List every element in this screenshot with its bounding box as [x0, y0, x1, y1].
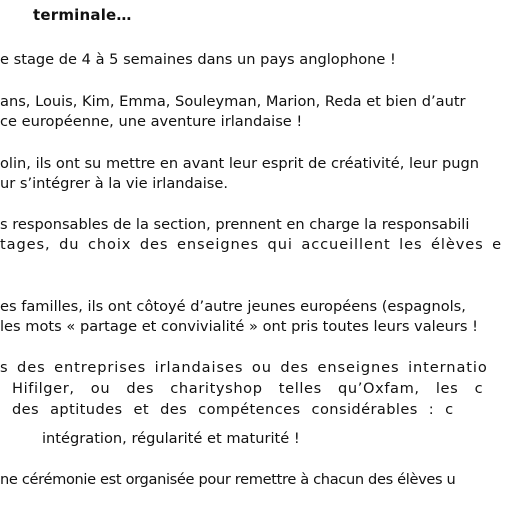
- paragraph-6-line-1: s des entreprises irlandaises ou des enseignes internatio: [0, 359, 488, 376]
- paragraph-2-line-1: ans, Louis, Kim, Emma, Souleyman, Marion, Reda et bien d’autr: [0, 93, 466, 110]
- paragraph-4-line-1: s responsables de la section, prennent en charge la responsabili: [0, 216, 470, 233]
- paragraph-4-line-2: tages, du choix des enseignes qui accueillent les élèves e: [0, 236, 503, 253]
- paragraph-6-line-4: intégration, régularité et maturité !: [42, 430, 300, 447]
- document-title: terminale…: [33, 6, 132, 24]
- paragraph-3-line-2: ur s’intégrer à la vie irlandaise.: [0, 175, 229, 192]
- paragraph-7-line-1: ne cérémonie est organisée pour remettre à chacun des élèves u: [0, 471, 456, 488]
- paragraph-2-line-2: ce européenne, une aventure irlandaise !: [0, 113, 303, 130]
- paragraph-1-line-1: e stage de 4 à 5 semaines dans un pays anglophone !: [0, 51, 396, 68]
- paragraph-5-line-2: les mots « partage et convivialité » ont pris toutes leurs valeurs !: [0, 318, 479, 335]
- paragraph-5-line-1: es familles, ils ont côtoyé d’autre jeunes européens (espagnols,: [0, 298, 466, 315]
- paragraph-6-line-3: des aptitudes et des compétences considérables : c: [12, 401, 454, 418]
- paragraph-6-line-2: Hifilger, ou des charityshop telles qu’Oxfam, les c: [12, 380, 484, 397]
- paragraph-3-line-1: olin, ils ont su mettre en avant leur esprit de créativité, leur pugn: [0, 155, 479, 172]
